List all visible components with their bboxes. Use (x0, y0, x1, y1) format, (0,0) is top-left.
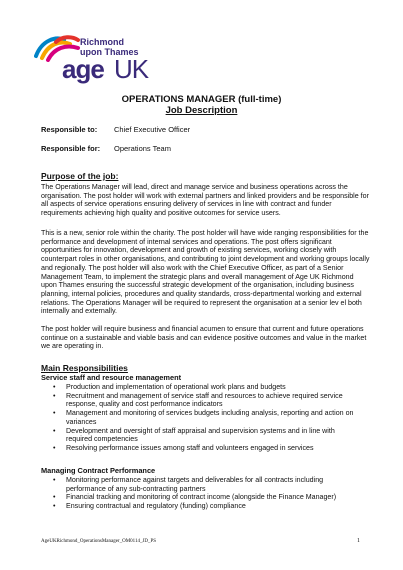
responsible-for-value: Operations Team (114, 144, 171, 153)
logo-location-line1: Richmond (80, 37, 124, 47)
page-number: 1 (357, 538, 360, 544)
responsible-to-label: Responsible to: (41, 125, 98, 134)
purpose-paragraph-3: The post holder will require business and financial acumen to ensure that current and future operations continue on a sustainable and viable basis and can evidence positive outcomes and value in the market we are operating in. (41, 325, 367, 351)
document-subtitle: Job Description (165, 105, 238, 116)
logo-age-text: age (62, 54, 104, 84)
list-item: • Ensuring contractual and regulatory (funding) compliance (41, 502, 361, 511)
group-heading-contract-performance: Managing Contract Performance (41, 466, 156, 475)
list-item: • Management and monitoring of services budgets including analysis, reporting and action on variances (41, 409, 361, 426)
purpose-paragraph-1: The Operations Manager will lead, direct and manage service and business operations across the organisation. The post holder will work with external partners and linked providers and be responsible for all aspects of service operations ensuring delivery of services in line with contract and funder requirements achieving high quality and positive outcomes for service users. (41, 183, 369, 218)
responsible-to-value: Chief Executive Officer (114, 125, 191, 134)
document-title: OPERATIONS MANAGER (full-time) (121, 94, 282, 105)
group-heading-service-staff: Service staff and resource management (41, 373, 182, 382)
contract-performance-list (41, 476, 361, 511)
list-item: • Financial tracking and monitoring of contract income (alongside the Finance Manager) (41, 493, 361, 502)
purpose-heading: Purpose of the job: (41, 171, 119, 181)
list-item: • Monitoring performance against targets and deliverables for all contracts including performance of any sub-contracting partners (41, 476, 361, 493)
responsibilities-heading: Main Responsibilities (41, 363, 128, 373)
list-item: • Production and implementation of operational work plans and budgets (41, 383, 361, 392)
responsible-for-label: Responsible for: (41, 144, 101, 153)
age-uk-logo (34, 34, 154, 84)
purpose-paragraph-2: This is a new, senior role within the charity. The post holder will have wide ranging responsibilities for the performance and development of internal services and operations. The post offers significant opportunities for innovation, development and growth of existing services, working closely with counterpart roles in other organisations, and contributing to joint development and working groups locally and regionally. The post holder will also work with the Chief Executive Officer, as part of a Senior Management Team, to implement the strategic plans and overall management of Age UK Richmond upon Thames ensuring the successful strategic development of the organisation, including business planning, internal policies, procedures and quality standards, cross-departmental working and external relations. The Operations Manager will be required to represent the organisation at a senior lev el both internally and externally. (41, 229, 370, 316)
list-item: • Development and oversight of staff appraisal and supervision systems and in line with required competencies (41, 427, 361, 444)
logo-location-line2: upon Thames (80, 47, 139, 57)
service-staff-list (41, 383, 361, 453)
list-item: • Recruitment and management of service staff and resources to achieve required service response, quality and cost performance indicators (41, 392, 361, 409)
list-item: • Resolving performance issues among staff and volunteers engaged in services (41, 444, 361, 453)
logo-uk-text: UK (114, 54, 149, 84)
footer-filename: AgeUKRichmond_OperationsManager_OM0114_JD_PS (41, 539, 157, 544)
